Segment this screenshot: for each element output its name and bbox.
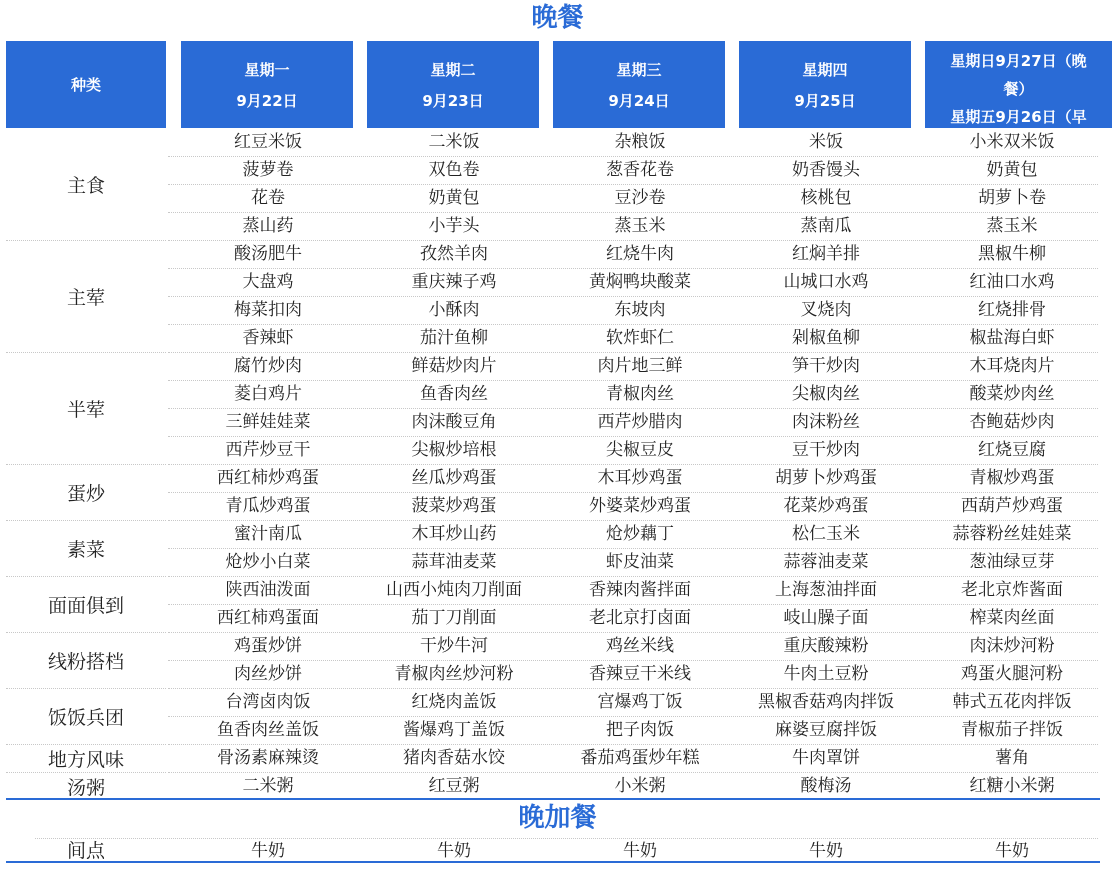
snack-cell: 牛奶 [809, 841, 843, 861]
menu-cell: 薯角 [995, 748, 1029, 768]
menu-cell: 鸡丝米线 [606, 636, 674, 656]
menu-cell: 酸汤肥牛 [234, 244, 302, 264]
menu-row [0, 436, 1115, 464]
row-divider [168, 156, 1098, 157]
row-divider [168, 716, 1098, 717]
menu-cell: 肉沫酸豆角 [411, 412, 497, 432]
menu-cell: 把子肉饭 [606, 720, 674, 740]
menu-cell: 椒盐海白虾 [969, 328, 1055, 348]
menu-cell: 西芹炒豆干 [225, 440, 311, 460]
menu-cell: 陕西油泼面 [225, 580, 311, 600]
menu-cell: 青椒肉丝 [606, 384, 674, 404]
menu-cell: 台湾卤肉饭 [225, 692, 311, 712]
group-divider [168, 464, 1098, 465]
group-divider [168, 688, 1098, 689]
menu-cell: 小芋头 [428, 216, 480, 236]
menu-cell: 酸梅汤 [800, 776, 852, 796]
menu-cell: 鱼香肉丝盖饭 [217, 720, 319, 740]
menu-cell: 尖椒炒培根 [411, 440, 497, 460]
menu-cell: 青椒肉丝炒河粉 [394, 664, 514, 684]
menu-cell: 二米粥 [242, 776, 294, 796]
category-label: 饭饭兵团 [47, 706, 124, 729]
menu-cell: 蒜蓉油麦菜 [783, 552, 869, 572]
menu-row [0, 240, 1115, 268]
row-divider [168, 548, 1098, 549]
snack-cell: 牛奶 [251, 841, 285, 861]
menu-cell: 蒸南瓜 [800, 216, 852, 236]
menu-cell: 三鲜娃娃菜 [225, 412, 311, 432]
menu-cell: 重庆辣子鸡 [411, 272, 497, 292]
menu-cell: 黄焖鸭块酸菜 [589, 272, 691, 292]
row-divider [168, 408, 1098, 409]
menu-cell: 酸菜炒肉丝 [969, 384, 1055, 404]
menu-cell: 蒜茸油麦菜 [411, 552, 497, 572]
category-label: 汤粥 [66, 776, 105, 799]
category-label: 面面俱到 [47, 594, 124, 617]
header-day-date: 9月22日 [236, 91, 298, 110]
row-divider [168, 184, 1098, 185]
menu-cell: 岐山臊子面 [783, 608, 869, 628]
group-divider [6, 464, 166, 465]
header-day-date: 9月25日 [794, 91, 856, 110]
menu-cell: 剁椒鱼柳 [792, 328, 860, 348]
menu-cell: 豆干炒肉 [792, 440, 860, 460]
snack-cell: 牛奶 [995, 841, 1029, 861]
menu-cell: 胡萝卜炒鸡蛋 [775, 468, 877, 488]
menu-cell: 叉烧肉 [800, 300, 852, 320]
menu-cell: 青椒茄子拌饭 [961, 720, 1063, 740]
group-divider [6, 576, 166, 577]
menu-cell: 酱爆鸡丁盖饭 [403, 720, 505, 740]
menu-cell: 青瓜炒鸡蛋 [225, 496, 311, 516]
menu-cell: 蒸玉米 [986, 216, 1038, 236]
group-divider [168, 772, 1098, 773]
group-divider [6, 772, 166, 773]
menu-cell: 菱白鸡片 [234, 384, 302, 404]
menu-row [0, 184, 1115, 212]
divider-bottom [6, 861, 1100, 863]
menu-cell: 东坡肉 [614, 300, 666, 320]
menu-cell: 丝瓜炒鸡蛋 [411, 468, 497, 488]
snack-cell: 牛奶 [437, 841, 471, 861]
menu-cell: 红豆米饭 [234, 132, 302, 152]
menu-cell: 鱼香肉丝 [420, 384, 488, 404]
group-divider [6, 632, 166, 633]
menu-cell: 麻婆豆腐拌饭 [775, 720, 877, 740]
menu-cell: 鸡蛋火腿河粉 [961, 664, 1063, 684]
menu-cell: 奶黄包 [428, 188, 480, 208]
menu-cell: 香辣肉酱拌面 [589, 580, 691, 600]
menu-row [0, 548, 1115, 576]
row-divider [168, 324, 1098, 325]
category-label: 主荤 [66, 286, 105, 309]
menu-cell: 香辣虾 [242, 328, 294, 348]
menu-cell: 木耳炒鸡蛋 [597, 468, 683, 488]
menu-cell: 西红柿炒鸡蛋 [217, 468, 319, 488]
menu-cell: 奶香馒头 [792, 160, 860, 180]
header-day-date: 9月23日 [422, 91, 484, 110]
menu-cell: 猪肉香菇水饺 [403, 748, 505, 768]
menu-cell: 西芹炒腊肉 [597, 412, 683, 432]
category-label: 地方风味 [47, 748, 124, 771]
menu-cell: 大盘鸡 [242, 272, 294, 292]
menu-row [0, 408, 1115, 436]
row-divider [168, 660, 1098, 661]
category-label: 主食 [66, 174, 105, 197]
menu-cell: 骨汤素麻辣烫 [217, 748, 319, 768]
menu-cell: 尖椒肉丝 [792, 384, 860, 404]
menu-cell: 黑椒牛柳 [978, 244, 1046, 264]
header-weekend-line: 星期日9月27日（晚 [950, 52, 1087, 70]
menu-cell: 西红柿鸡蛋面 [217, 608, 319, 628]
menu-row [0, 380, 1115, 408]
menu-cell: 黑椒香菇鸡肉拌饭 [758, 692, 894, 712]
row-divider [168, 268, 1098, 269]
menu-cell: 二米饭 [428, 132, 480, 152]
menu-row [0, 212, 1115, 240]
group-divider [6, 352, 166, 353]
group-divider [168, 744, 1098, 745]
menu-cell: 老北京炸酱面 [961, 580, 1063, 600]
menu-cell: 番茄鸡蛋炒年糕 [580, 748, 700, 768]
menu-row [0, 492, 1115, 520]
menu-cell: 奶黄包 [986, 160, 1038, 180]
menu-cell: 红烧肉盖饭 [411, 692, 497, 712]
menu-cell: 红糖小米粥 [969, 776, 1055, 796]
row-divider [168, 380, 1098, 381]
row-divider [168, 296, 1098, 297]
menu-row [0, 296, 1115, 324]
menu-cell: 菠萝卷 [242, 160, 294, 180]
menu-row [0, 716, 1115, 744]
menu-cell: 菠菜炒鸡蛋 [411, 496, 497, 516]
menu-cell: 笋干炒肉 [792, 356, 860, 376]
menu-cell: 外婆菜炒鸡蛋 [589, 496, 691, 516]
menu-cell: 杂粮饭 [614, 132, 666, 152]
menu-cell: 肉沫粉丝 [792, 412, 860, 432]
header-monday [181, 41, 353, 128]
header-weekend-line: 餐） [1003, 80, 1034, 98]
menu-cell: 西葫芦炒鸡蛋 [961, 496, 1063, 516]
menu-cell: 牛肉罩饼 [792, 748, 860, 768]
menu-row [0, 632, 1115, 660]
menu-cell: 鲜菇炒肉片 [411, 356, 497, 376]
menu-row [0, 576, 1115, 604]
menu-cell: 米饭 [809, 132, 843, 152]
menu-cell: 孜然羊肉 [420, 244, 488, 264]
menu-cell: 青椒炒鸡蛋 [969, 468, 1055, 488]
menu-cell: 小酥肉 [428, 300, 480, 320]
menu-cell: 山西小炖肉刀削面 [386, 580, 522, 600]
menu-cell: 牛肉土豆粉 [783, 664, 869, 684]
header-day-name: 星期二 [430, 60, 476, 79]
header-tuesday [367, 41, 539, 128]
header-day-name: 星期三 [616, 60, 662, 79]
menu-cell: 红油口水鸡 [969, 272, 1055, 292]
category-label: 素菜 [66, 538, 105, 561]
menu-cell: 宫爆鸡丁饭 [597, 692, 683, 712]
menu-cell: 红焖羊排 [792, 244, 860, 264]
late-snack-title: 晚加餐 [518, 803, 597, 833]
menu-cell: 双色卷 [428, 160, 480, 180]
header-wednesday [553, 41, 725, 128]
menu-row [0, 352, 1115, 380]
menu-cell: 蜜汁南瓜 [234, 524, 302, 544]
header-category-label: 种类 [70, 76, 101, 94]
menu-row [0, 464, 1115, 492]
menu-cell: 胡萝卜卷 [978, 188, 1046, 208]
group-divider [6, 688, 166, 689]
menu-cell: 腐竹炒肉 [234, 356, 302, 376]
category-label: 线粉搭档 [47, 650, 124, 673]
menu-cell: 木耳炒山药 [411, 524, 497, 544]
menu-cell: 肉片地三鲜 [597, 356, 683, 376]
group-divider [6, 240, 166, 241]
header-thursday [739, 41, 911, 128]
menu-cell: 炝炒藕丁 [606, 524, 674, 544]
header-weekend-line: 星期五9月26日（早 [950, 108, 1087, 126]
group-divider [168, 520, 1098, 521]
menu-row [0, 772, 1115, 800]
menu-cell: 核桃包 [800, 188, 852, 208]
menu-cell: 梅菜扣肉 [234, 300, 302, 320]
menu-row [0, 268, 1115, 296]
menu-cell: 松仁玉米 [792, 524, 860, 544]
menu-cell: 小米粥 [614, 776, 666, 796]
group-divider [6, 744, 166, 745]
menu-row [0, 744, 1115, 772]
category-label: 半荤 [66, 398, 105, 421]
menu-cell: 蒜蓉粉丝娃娃菜 [952, 524, 1072, 544]
menu-cell: 茄丁刀削面 [411, 608, 497, 628]
snack-cell: 牛奶 [623, 841, 657, 861]
menu-row [0, 688, 1115, 716]
menu-row [0, 660, 1115, 688]
menu-cell: 肉丝炒饼 [234, 664, 302, 684]
row-divider [168, 492, 1098, 493]
menu-cell: 花菜炒鸡蛋 [783, 496, 869, 516]
menu-cell: 鸡蛋炒饼 [234, 636, 302, 656]
menu-cell: 小米双米饭 [969, 132, 1055, 152]
menu-cell: 蒸玉米 [614, 216, 666, 236]
category-label: 蛋炒 [66, 482, 105, 505]
menu-cell: 干炒牛河 [420, 636, 488, 656]
group-divider [168, 352, 1098, 353]
menu-cell: 木耳烧肉片 [969, 356, 1055, 376]
menu-cell: 香辣豆干米线 [589, 664, 691, 684]
group-divider [168, 632, 1098, 633]
menu-cell: 葱油绿豆芽 [969, 552, 1055, 572]
header-weekend [925, 41, 1112, 128]
menu-cell: 红烧豆腐 [978, 440, 1046, 460]
group-divider [168, 576, 1098, 577]
dinner-title: 晚餐 [531, 3, 584, 33]
snack-category: 间点 [66, 840, 105, 862]
menu-cell: 老北京打卤面 [589, 608, 691, 628]
menu-row [0, 520, 1115, 548]
header-day-name: 星期四 [802, 60, 848, 79]
menu-cell: 山城口水鸡 [783, 272, 869, 292]
group-divider [168, 240, 1098, 241]
menu-cell: 蒸山药 [242, 216, 294, 236]
menu-cell: 韩式五花肉拌饭 [952, 692, 1072, 712]
row-divider [168, 436, 1098, 437]
menu-cell: 葱香花卷 [606, 160, 674, 180]
menu-row [0, 324, 1115, 352]
menu-cell: 尖椒豆皮 [606, 440, 674, 460]
menu-cell: 重庆酸辣粉 [783, 636, 869, 656]
menu-cell: 上海葱油拌面 [775, 580, 877, 600]
menu-cell: 花卷 [251, 188, 285, 208]
menu-row [0, 604, 1115, 632]
menu-cell: 榨菜肉丝面 [969, 608, 1055, 628]
menu-cell: 软炸虾仁 [606, 328, 674, 348]
header-day-date: 9月24日 [608, 91, 670, 110]
menu-row [0, 128, 1115, 156]
menu-cell: 红烧排骨 [978, 300, 1046, 320]
row-divider [168, 604, 1098, 605]
group-divider [6, 520, 166, 521]
menu-cell: 豆沙卷 [614, 188, 666, 208]
header-day-name: 星期一 [244, 60, 290, 79]
menu-cell: 红烧牛肉 [606, 244, 674, 264]
menu-cell: 茄汁鱼柳 [420, 328, 488, 348]
menu-cell: 肉沫炒河粉 [969, 636, 1055, 656]
menu-cell: 虾皮油菜 [606, 552, 674, 572]
row-divider [168, 212, 1098, 213]
menu-cell: 炝炒小白菜 [225, 552, 311, 572]
menu-row [0, 156, 1115, 184]
header-category [6, 41, 166, 128]
menu-cell: 杏鲍菇炒肉 [969, 412, 1055, 432]
menu-cell: 红豆粥 [428, 776, 480, 796]
